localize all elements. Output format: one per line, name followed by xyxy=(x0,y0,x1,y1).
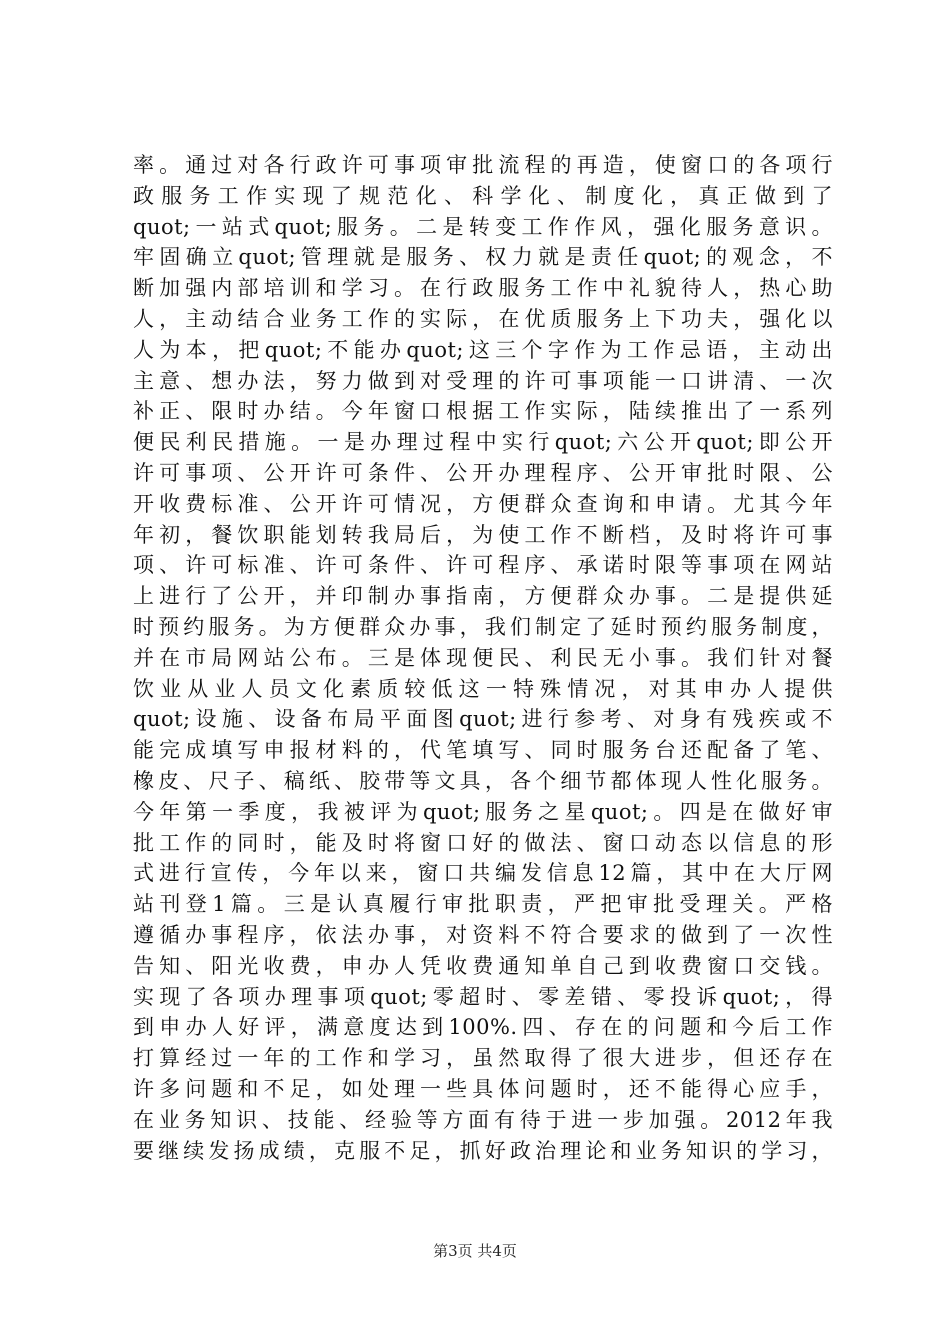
text-line: 率。通过对各行政许可事项审批流程的再造，使窗口的各项行 xyxy=(133,153,833,177)
text-line: 站刊登1篇。三是认真履行审批职责，严把审批受理关。严格 xyxy=(133,892,833,917)
text-line: 实现了各项办理事项quot;零超时、零差错、零投诉quot;，得 xyxy=(133,984,833,1009)
page-footer: 第3页 共4页 xyxy=(433,1242,517,1260)
body-text xyxy=(133,150,833,1166)
text-line: 遵循办事程序，依法办事，对资料不符合要求的做到了一次性 xyxy=(133,922,833,947)
text-line: 项、许可标准、许可条件、许可程序、承诺时限等事项在网站 xyxy=(133,553,833,578)
text-line: 许可事项、公开许可条件、公开办理程序、公开审批时限、公 xyxy=(133,460,833,485)
text-line: 政服务工作实现了规范化、科学化、制度化，真正做到了 xyxy=(133,183,833,208)
text-line: 时预约服务。为方便群众办事，我们制定了延时预约服务制度， xyxy=(133,614,833,639)
text-line: 主意、想办法，努力做到对受理的许可事项能一口讲清、一次 xyxy=(133,368,833,393)
text-line: 便民利民措施。一是办理过程中实行quot;六公开quot;即公开 xyxy=(133,430,833,455)
text-line: 人为本，把quot;不能办quot;这三个字作为工作忌语，主动出 xyxy=(133,337,833,362)
text-line: 告知、阳光收费，申办人凭收费通知单自己到收费窗口交钱。 xyxy=(133,953,833,978)
text-line: 要继续发扬成绩，克服不足，抓好政治理论和业务知识的学习， xyxy=(133,1138,833,1163)
text-line: 能完成填写申报材料的，代笔填写、同时服务台还配备了笔、 xyxy=(133,738,833,763)
text-line: 今年第一季度，我被评为quot;服务之星quot;。四是在做好审 xyxy=(133,799,833,824)
text-line: 批工作的同时，能及时将窗口好的做法、窗口动态以信息的形 xyxy=(133,830,833,855)
text-line: 并在市局网站公布。三是体现便民、利民无小事。我们针对餐 xyxy=(133,645,833,670)
text-line: 牢固确立quot;管理就是服务、权力就是责任quot;的观念，不 xyxy=(133,245,833,270)
text-line: 式进行宣传，今年以来，窗口共编发信息12篇，其中在大厅网 xyxy=(133,861,833,886)
text-line: 橡皮、尺子、稿纸、胶带等文具，各个细节都体现人性化服务。 xyxy=(133,768,833,793)
text-line: 在业务知识、技能、经验等方面有待于进一步加强。2012年我 xyxy=(133,1107,833,1132)
text-line: 断加强内部培训和学习。在行政服务工作中礼貌待人，热心助 xyxy=(133,276,833,301)
text-line: 人，主动结合业务工作的实际，在优质服务上下功夫，强化以 xyxy=(133,306,833,331)
text-line: quot;设施、设备布局平面图quot;进行参考、对身有残疾或不 xyxy=(133,707,833,732)
text-line: 年初，餐饮职能划转我局后，为使工作不断档，及时将许可事 xyxy=(133,522,833,547)
text-line: 补正、限时办结。今年窗口根据工作实际，陆续推出了一系列 xyxy=(133,399,833,424)
text-line: 上进行了公开，并印制办事指南，方便群众办事。二是提供延 xyxy=(133,584,833,609)
text-line: 打算经过一年的工作和学习，虽然取得了很大进步，但还存在 xyxy=(133,1046,833,1071)
text-line: quot;一站式quot;服务。二是转变工作作风，强化服务意识。 xyxy=(133,214,833,239)
text-line: 到申办人好评，满意度达到100%.四、存在的问题和今后工作 xyxy=(133,1015,833,1040)
text-line: 开收费标准、公开许可情况，方便群众查询和申请。尤其今年 xyxy=(133,491,833,516)
text-line: 许多问题和不足，如处理一些具体问题时，还不能得心应手， xyxy=(133,1076,833,1101)
text-line: 饮业从业人员文化素质较低这一特殊情况，对其申办人提供 xyxy=(133,676,833,701)
